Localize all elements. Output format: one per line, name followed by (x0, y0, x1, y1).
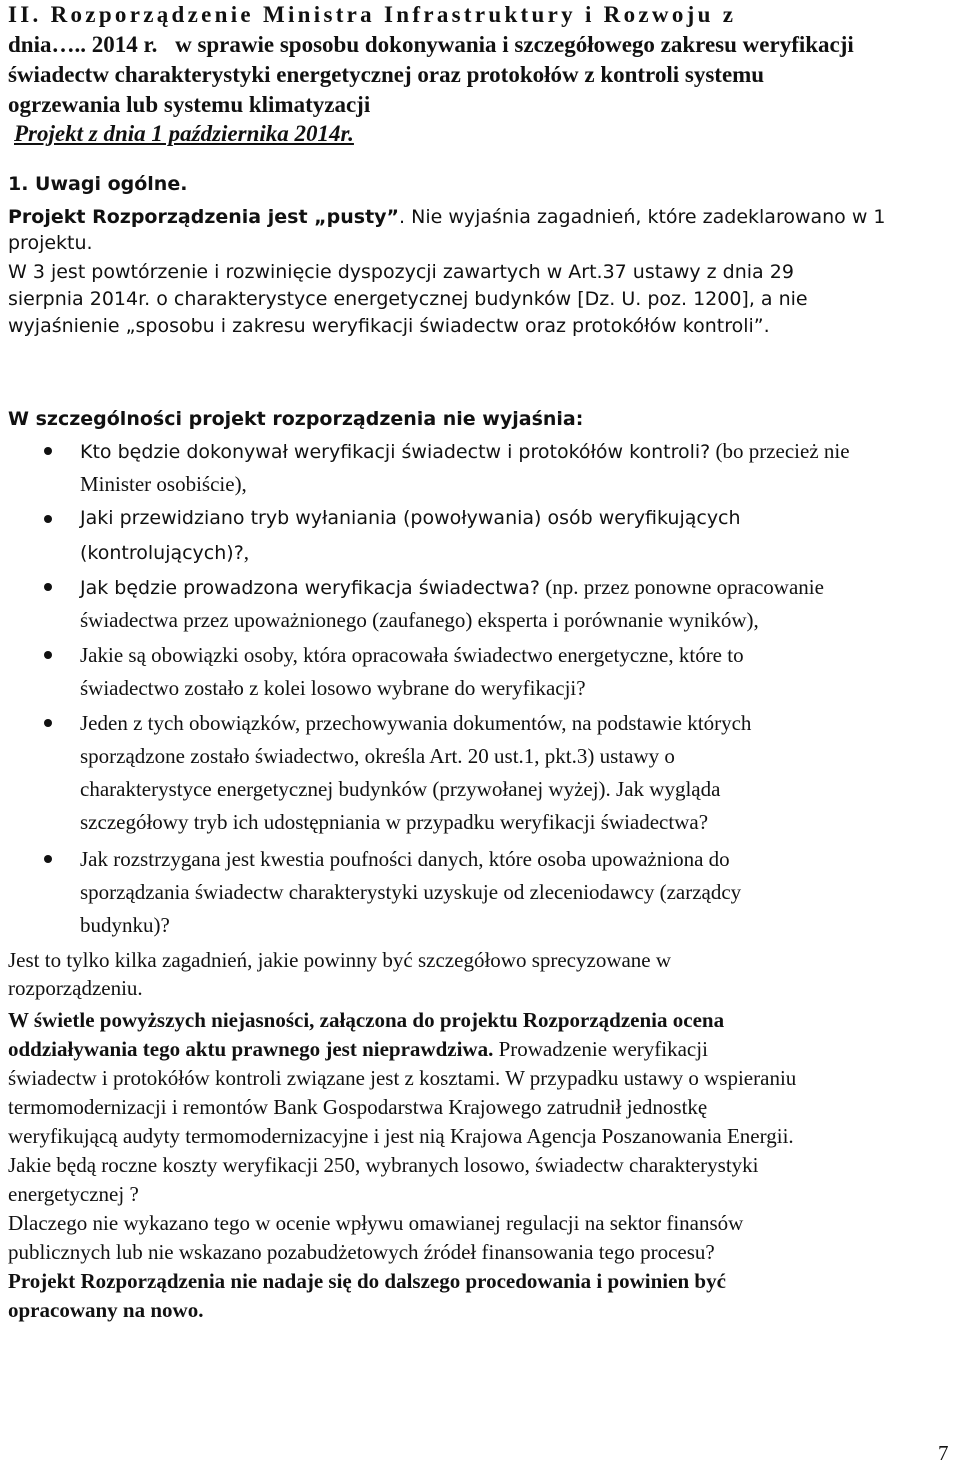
bullet-dot (44, 447, 52, 455)
bullet-4-line-2: świadectwo zostało z kolei losowo wybrane do weryfikacji? (80, 676, 586, 700)
closing-line-2: rozporządzeniu. (8, 976, 143, 1000)
paragraph-art37-line1: W 3 jest powtórzenie i rozwinięcie dyspozycji zawartych w Art.37 ustawy z dnia 29 (8, 261, 794, 283)
header-line-4: ogrzewania lub systemu klimatyzacji (8, 92, 371, 117)
closing-assessment-line-1: W świetle powyższych niejasności, załączona do projektu Rozporządzenia ocena (8, 1008, 725, 1032)
bullet-1-remark: (bo przecież nie (710, 439, 850, 463)
section-heading-general: 1. Uwagi ogólne. (8, 173, 188, 195)
bullet-2-comma: , (243, 540, 250, 564)
bullet-1-question: Kto będzie dokonywał weryfikacji świadectw i protokółów kontroli? (80, 441, 711, 463)
bullet-3-remark: (np. przez ponowne opracowanie (539, 575, 824, 599)
bullet-dot (44, 515, 52, 523)
bullet-dot (44, 719, 52, 727)
header-line-1: II. Rozporządzenie Ministra Infrastruktury i Rozwoju z (8, 2, 737, 27)
assessment-verdict: oddziaływania tego aktu prawnego jest nieprawdziwa. (8, 1037, 494, 1061)
section-heading-particulars: W szczególności projekt rozporządzenia nie wyjaśnia: (8, 408, 584, 430)
empty-project-claim: Projekt Rozporządzenia jest „pusty” (8, 206, 400, 228)
closing-line-1: Jest to tylko kilka zagadnień, jakie powinny być szczegółowo sprecyzowane w (8, 948, 672, 972)
bullet-2-question-end: (kontrolujących)? (80, 542, 244, 564)
project-date: Projekt z dnia 1 października 2014r. (14, 121, 354, 146)
header-date: dnia….. 2014 r. (8, 32, 158, 57)
paragraph-art37-line3: wyjaśnienie „sposobu i zakresu weryfikacji świadectw oraz protokółów kontroli”. (8, 315, 770, 337)
closing-line-7: weryfikującą audyty termomodernizacyjne i jest nią Krajowa Agencja Poszanowania Energii. (8, 1124, 794, 1148)
closing-line-11: publicznych lub nie wskazano pozabudżetowych źródeł finansowania tego procesu? (8, 1240, 715, 1264)
bullet-6-line-1: Jak rozstrzygana jest kwestia poufności danych, które osoba upoważniona do (80, 847, 730, 871)
closing-line-9: energetycznej ? (8, 1182, 139, 1206)
bullet-5-line-1: Jeden z tych obowiązków, przechowywania dokumentów, na podstawie których (80, 711, 752, 735)
page-number: 7 (938, 1441, 949, 1465)
bullet-5-line-2: sporządzone zostało świadectwo, określa Art. 20 ust.1, pkt.3) ustawy o (80, 744, 675, 768)
bullet-3-line-1 (80, 572, 824, 603)
assessment-followup: Prowadzenie weryfikacji (493, 1037, 708, 1061)
closing-conclusion-line-2: opracowany na nowo. (8, 1298, 204, 1322)
header-subject: w sprawie sposobu dokonywania i szczegółowego zakresu weryfikacji (175, 32, 854, 57)
bullet-6-line-2: sporządzania świadectw charakterystyki uzyskuje od zleceniodawcy (zarządcy (80, 880, 742, 904)
bullet-3-question: Jak będzie prowadzona weryfikacja świadectwa? (80, 577, 540, 599)
paragraph-empty-project (8, 203, 886, 231)
bullet-5-line-3: charakterystyce energetycznej budynków (przywołanej wyżej). Jak wygląda (80, 777, 721, 801)
paragraph-empty-project-line2: projektu. (8, 232, 93, 254)
closing-line-10: Dlaczego nie wykazano tego w ocenie wpływu omawianej regulacji na sektor finansów (8, 1211, 744, 1235)
bullet-2-line-2 (80, 537, 249, 568)
bullet-5-line-4: szczegółowy tryb ich udostępniania w przypadku weryfikacji świadectwa? (80, 810, 709, 834)
bullet-dot (44, 651, 52, 659)
bullet-6-line-3: budynku)? (80, 913, 170, 937)
paragraph-art37-line2: sierpnia 2014r. o charakterystyce energetycznej budynków [Dz. U. poz. 1200], a nie (8, 288, 808, 310)
header-line-2 (8, 30, 854, 60)
closing-assessment-line-2 (8, 1034, 708, 1064)
closing-line-6: termomodernizacji i remontów Bank Gospodarstwa Krajowego zatrudnił jednostkę (8, 1095, 708, 1119)
bullet-3-line-2: świadectwa przez upoważnionego (zaufanego) eksperta i porównanie wyników), (80, 608, 759, 632)
empty-project-rest: . Nie wyjaśnia zagadnień, które zadeklarowano w 1 (399, 206, 886, 228)
bullet-1-line-2: Minister osobiście), (80, 472, 247, 496)
bullet-4-line-1: Jakie są obowiązki osoby, która opracowała świadectwo energetyczne, które to (80, 643, 744, 667)
closing-conclusion-line-1: Projekt Rozporządzenia nie nadaje się do dalszego procedowania i powinien być (8, 1269, 726, 1293)
closing-line-5: świadectw i protokółów kontroli związane jest z kosztami. W przypadku ustawy o wspieraniu (8, 1066, 797, 1090)
bullet-2-line-1: Jaki przewidziano tryb wyłaniania (powoływania) osób weryfikujących (80, 507, 741, 529)
closing-line-8: Jakie będą roczne koszty weryfikacji 250, wybranych losowo, świadectw charakterystyki (8, 1153, 759, 1177)
bullet-1-line-1 (80, 436, 850, 467)
bullet-dot (44, 583, 52, 591)
bullet-dot (44, 855, 52, 863)
header-line-3: świadectw charakterystyki energetycznej oraz protokołów z kontroli systemu (8, 62, 765, 87)
